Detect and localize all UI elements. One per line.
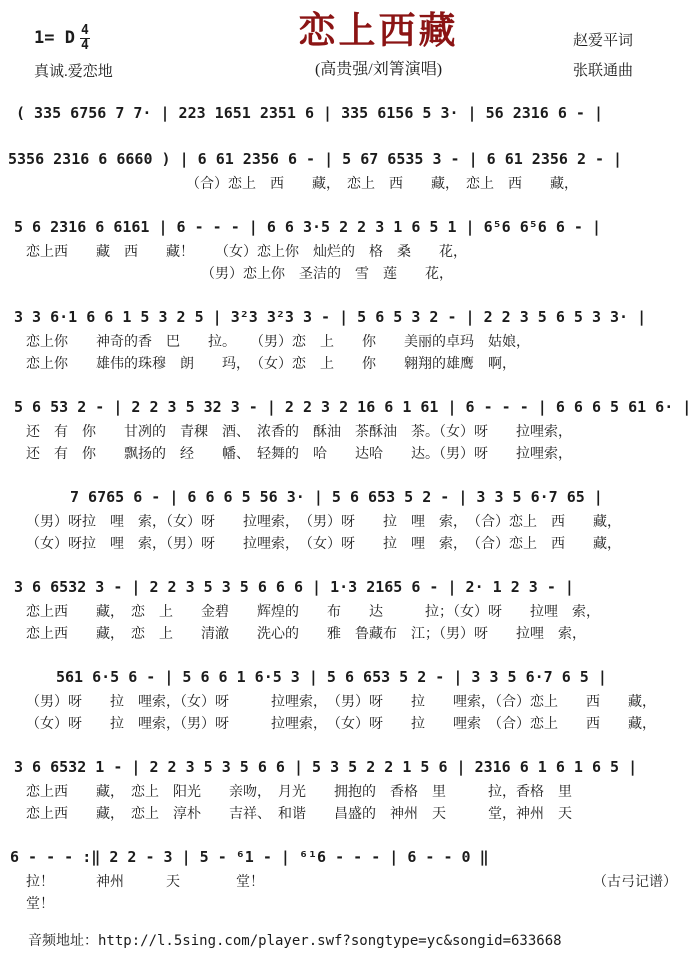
music-system [8,146,691,194]
music-system [8,304,691,374]
composer-credit: 张联通曲 [573,63,634,79]
notation-line: 5 6 53 2 - | 2 2 3 5 32 3 - | 2 2 3 2 16 6 1 61 | 6 - - - | 6 6 6 5 61 6· | [14,398,692,416]
credits-block [573,10,691,86]
page-title: 恋上西藏 [298,10,459,51]
notation-line: 7 6765 6 - | 6 6 6 5 56 3· | 5 6 653 5 2 - | 3 3 5 6·7 65 | [70,488,603,506]
key-label: 1= D [34,28,75,49]
performers-credit: (高贵强/刘箐演唱) [314,60,443,78]
lyric-line: （男）恋上你 圣洁的 雪 莲 花， [26,265,453,281]
lyric-line: 还 有 你 飘扬的 经 幡、 轻舞的 哈 达哈 达。（男）呀 拉哩索， [26,445,572,461]
key-tempo-block [8,10,184,81]
time-numerator: 4 [80,23,89,38]
lyric-line: （男）呀拉 哩 索，（女）呀 拉哩索， （男）呀 拉 哩 索， （合）恋上 西 藏， [26,513,621,529]
music-system [8,574,691,644]
lyric-line: 堂！ [26,895,54,911]
music-system [8,394,691,464]
notation-line: ( 335 6756 7 7· | 223 1651 2351 6 | 335 6156 5 3· | 56 2316 6 - | [16,104,603,122]
lyric-line: （女）呀拉 哩 索，（男）呀 拉哩索， （女）呀 拉 哩 索， （合）恋上 西 藏， [26,535,621,551]
notation-line: 5 6 2316 6 6161 | 6 - - - | 6 6 3·5 2 2 3 1 6 5 1 | 6⁵6 6⁵6 6 - | [14,218,601,236]
title-block [184,10,573,79]
key-signature [34,24,184,52]
lyric-line: 恋上西 藏 西 藏！ （女）恋上你 灿烂的 格 桑 花， [26,243,467,259]
lyric-line: （男）呀 拉 哩索，（女）呀 拉哩索， （男）呀 拉 哩索，（合）恋上 西 藏， [26,693,656,709]
music-system [8,214,691,284]
notation-line: 5356 2316 6 6660 ) | 6 61 2356 6 - | 5 67 6535 3 - | 6 61 2356 2 - | [8,150,623,168]
audio-footer [8,930,691,950]
audio-url-label: 音频地址： [28,932,98,948]
music-system [8,664,691,734]
lyric-line: 恋上西 藏， 恋 上 清澈 洗心的 雅 鲁藏布 江；（男）呀 拉哩 索， [26,625,586,641]
lyric-line: 还 有 你 甘冽的 青稞 酒、 浓香的 酥油 茶酥油 茶。（女）呀 拉哩索， [26,423,572,439]
transcriber-credit: （古弓记谱） [593,875,677,890]
notation-line: 3 3 6·1 6 6 1 5 3 2 5 | 3²3 3²3 3 - | 5 6 5 3 2 - | 2 2 3 5 6 5 3 3· | [14,308,647,326]
time-denominator: 4 [80,37,89,53]
lyric-line: 恋上西 藏， 恋上 阳光 亲吻， 月光 拥抱的 香格 里 拉，香格 里 [26,783,572,799]
lyric-line: （女）呀 拉 哩索，（男）呀 拉哩索， （女）呀 拉 哩索 （合）恋上 西 藏， [26,715,656,731]
time-signature [80,24,90,52]
music-system [8,100,691,126]
lyricist-credit: 赵爱平词 [573,33,634,49]
lyric-line: 恋上西 藏， 恋 上 金碧 辉煌的 布 达 拉；（女）呀 拉哩 索， [26,603,600,619]
audio-url[interactable]: http://l.5sing.com/player.swf?songtype=yc&songid=633668 [98,933,562,949]
music-system [8,844,691,914]
music-system [8,754,691,824]
lyric-line: 恋上你 神奇的香 巴 拉。 （男）恋 上 你 美丽的卓玛 姑娘， [26,333,530,349]
music-system [8,484,691,554]
notation-line: 6 - - - :‖ 2 2 - 3 | 5 - ⁶1 - | ⁶¹6 - - - | 6 - - 0 ‖ [10,848,489,866]
score-header [8,10,691,86]
notation-line: 3 6 6532 3 - | 2 2 3 5 3 5 6 6 6 | 1·3 2165 6 - | 2· 1 2 3 - | [14,578,574,596]
notation-line: 561 6·5 6 - | 5 6 6 1 6·5 3 | 5 6 653 5 2 - | 3 3 5 6·7 6 5 | [56,668,607,686]
tempo-marking: 真诚.爱恋地 [34,64,113,81]
lyric-line: 恋上你 雄伟的珠穆 朗 玛， （女）恋 上 你 翱翔的雄鹰 啊， [26,355,516,371]
notation-line: 3 6 6532 1 - | 2 2 3 5 3 5 6 6 | 5 3 5 2 2 1 5 6 | 2316 6 1 6 1 6 5 | [14,758,638,776]
lyric-line: 拉！ 神州 天 堂！ [26,873,264,889]
lyric-line: （合）恋上 西 藏， 恋上 西 藏， 恋上 西 藏， [186,175,578,191]
lyric-line: 恋上西 藏， 恋上 淳朴 吉祥、 和谐 昌盛的 神州 天 堂，神州 天 [26,805,572,821]
